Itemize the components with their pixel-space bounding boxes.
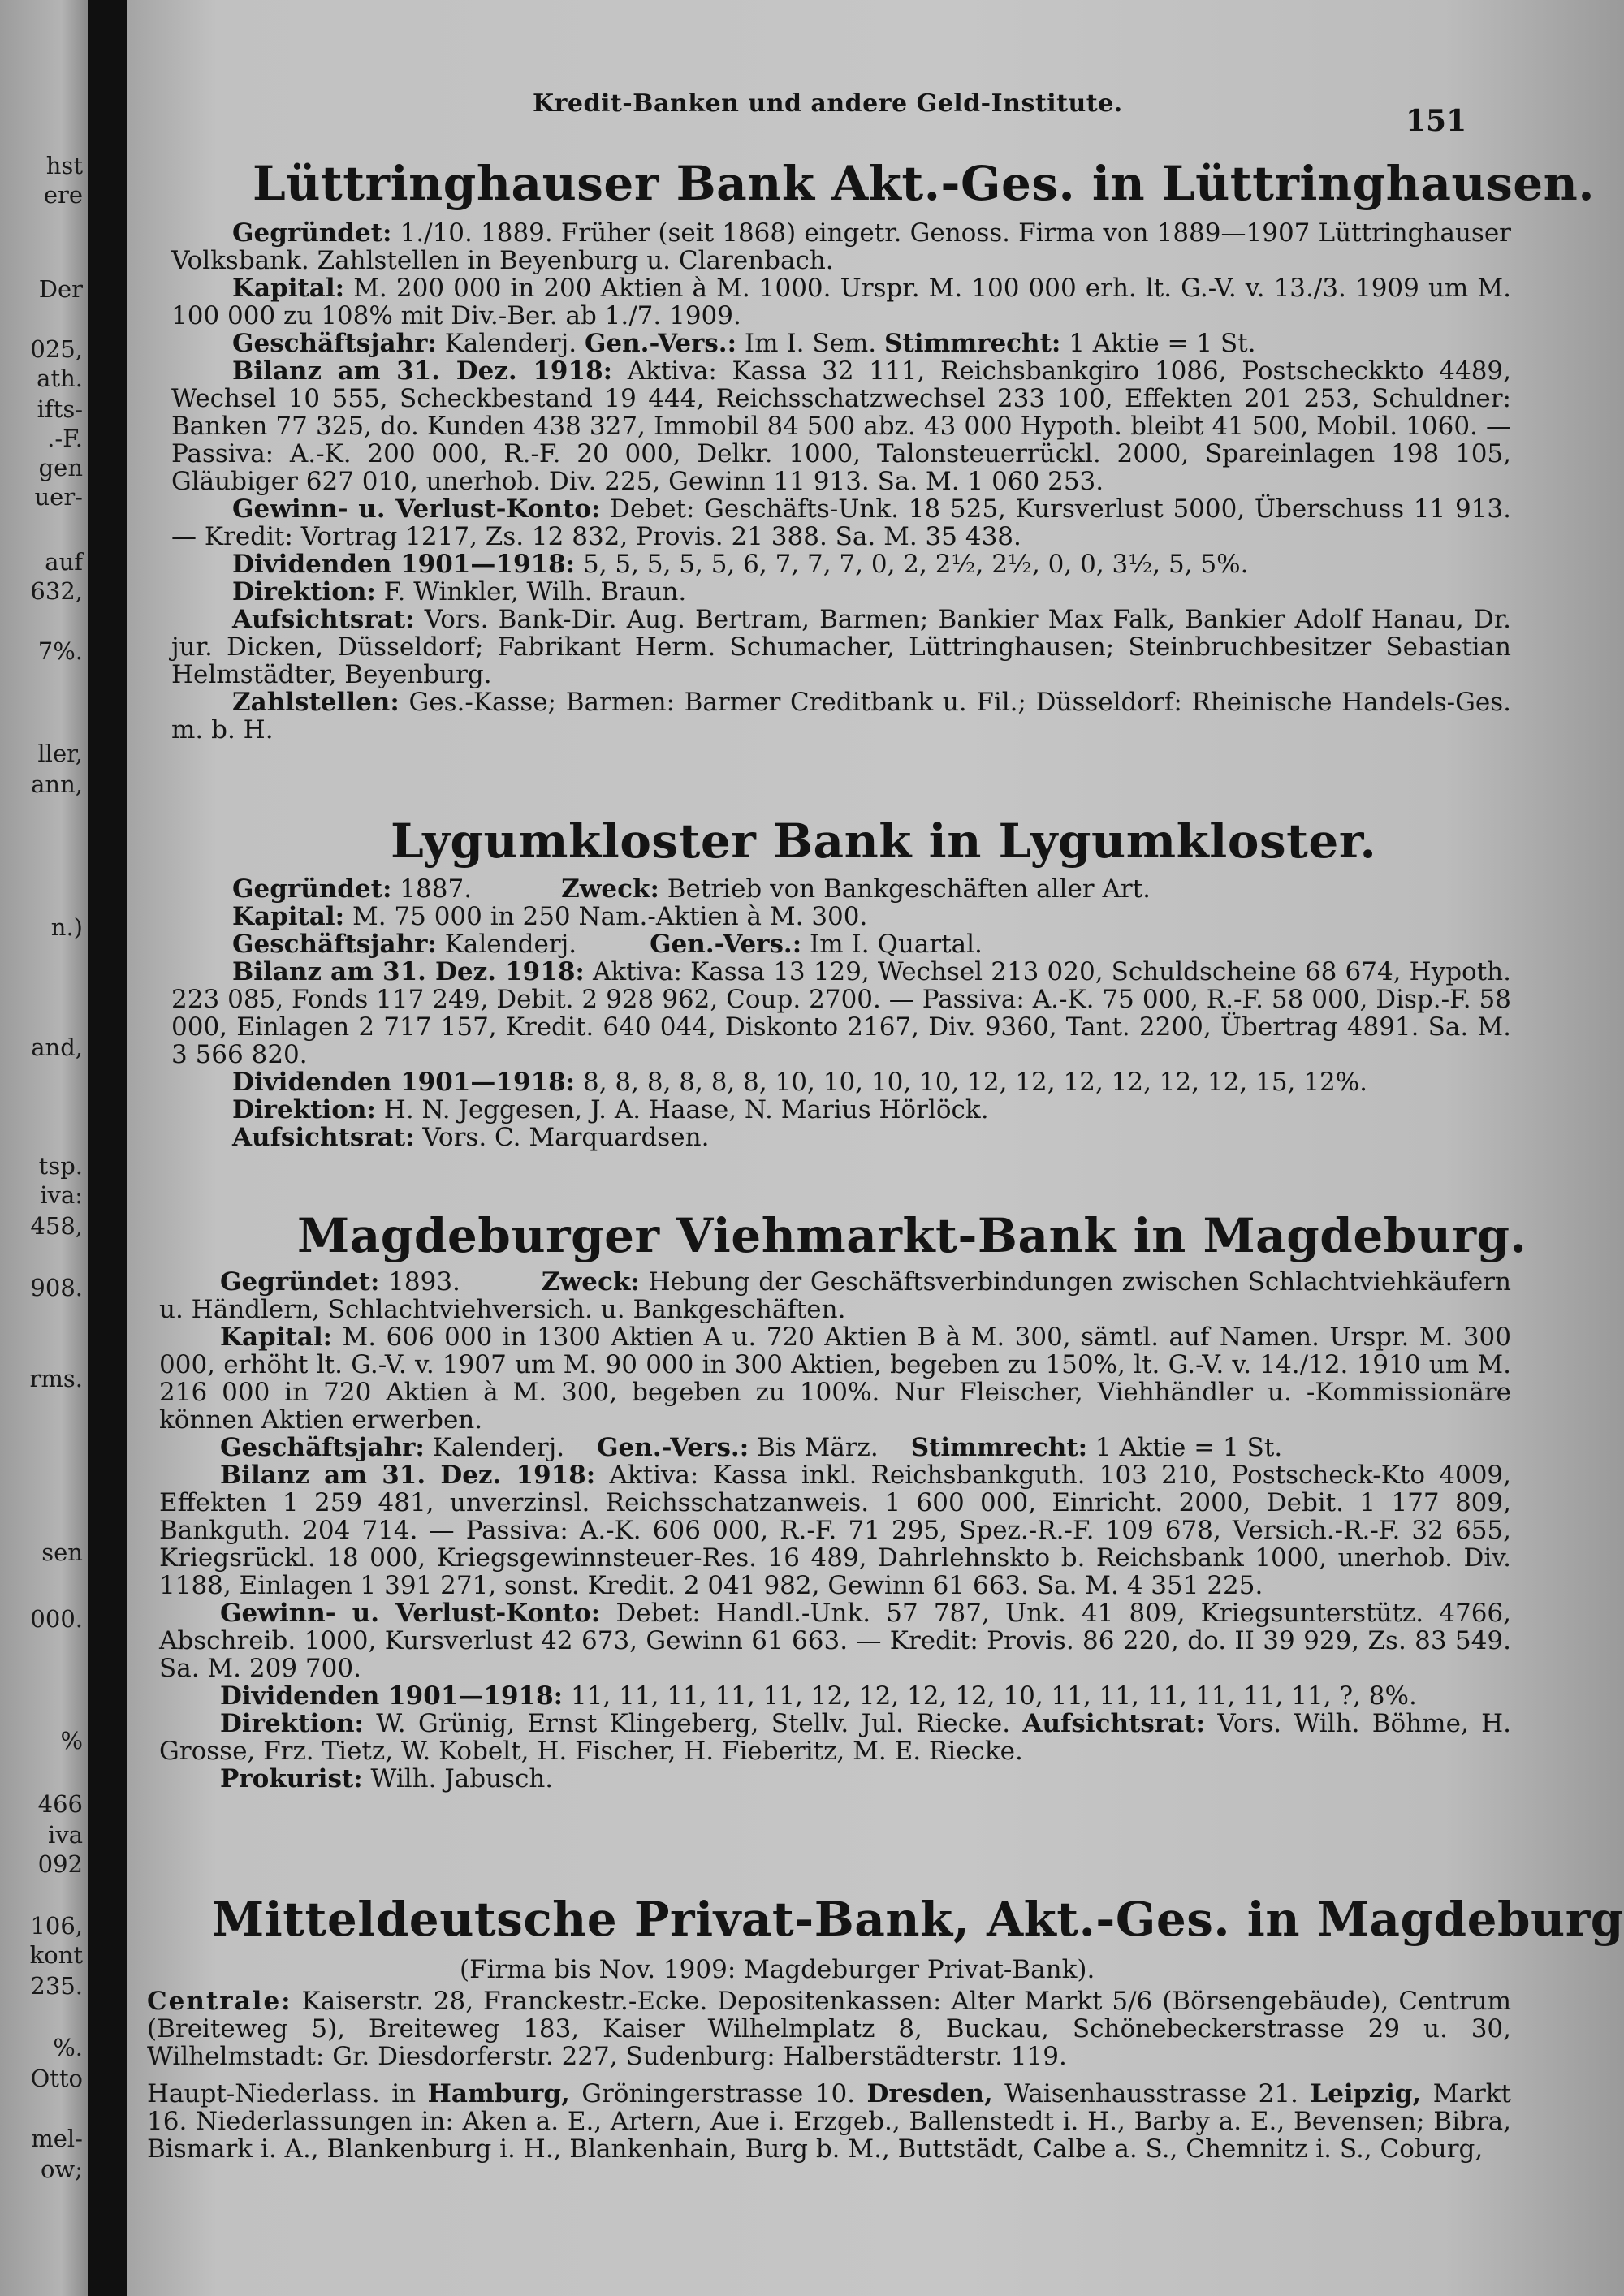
paying-agents-line [171, 688, 1511, 744]
previous-page-fragment: rms. [29, 1365, 83, 1392]
balance-label: Bilanz am 31. Dez. 1918: [232, 356, 613, 386]
profit-loss-text: Debet: Geschäfts-Unk. 18 525, Kursverlust 5000, Überschuss 11 913. — Kredit: Vortrag 1217, Zs. 12 832, Provis. 21 388. Sa. M. 35 438. [171, 494, 1511, 551]
capital-text: M. 200 000 in 200 Aktien à M. 1000. Urspr. M. 100 000 erh. lt. G.-V. v. 13./3. 1909 um M. 100 000 zu 108% mit Div.-Ber. ab 1./7. 1909. [171, 274, 1511, 330]
bank-title: Lüttringhauser Bank Akt.-Ges. in Lüttringhausen. [253, 156, 1596, 211]
meeting-text: Bis März. [749, 1433, 879, 1462]
headquarters-line [147, 1987, 1511, 2070]
voting-text: 1 Aktie = 1 St. [1087, 1433, 1283, 1462]
paying-agents-text: Ges.-Kasse; Barmen: Barmer Creditbank u. Fil.; Düsseldorf: Rheinische Handels-Ges. m. b. H. [171, 688, 1511, 744]
previous-page-fragment: sen [41, 1539, 83, 1566]
dividends-line [159, 1682, 1511, 1710]
previous-page-fragment: 458, [30, 1212, 83, 1240]
fiscal-label: Geschäftsjahr: [232, 329, 437, 358]
board-line [171, 606, 1511, 688]
previous-page-fragment: 632, [30, 577, 83, 605]
previous-page-fragment: Der [38, 275, 83, 303]
fiscal-text: Kalenderj. [424, 1433, 565, 1462]
management-text: F. Winkler, Wilh. Braun. [375, 577, 687, 606]
profit-loss-line [171, 495, 1511, 550]
branch-city: Leipzig, [1310, 2079, 1422, 2108]
founded-label: Gegründet: [232, 218, 392, 248]
bank-title: Mitteldeutsche Privat-Bank, Akt.-Ges. in Magdeburg [212, 1892, 1624, 1947]
board-text: Vors. Wilh. Böhme, H. Grosse, Frz. Tietz, W. Kobelt, H. Fischer, H. Fieberitz, M. E. Riecke. [159, 1709, 1512, 1766]
dividends-label: Dividenden 1901—1918: [232, 550, 576, 579]
previous-page-edge [0, 0, 88, 2296]
fiscal-text: Kalenderj. [436, 329, 585, 358]
previous-page-fragment: ifts- [37, 395, 83, 423]
profit-loss-label: Gewinn- u. Verlust-Konto: [232, 494, 601, 524]
dividends-text: 5, 5, 5, 5, 5, 6, 7, 7, 7, 0, 2, 2½, 2½, 0, 0, 3½, 5, 5%. [575, 550, 1249, 579]
management-text: W. Grünig, Ernst Klingeberg, Stellv. Jul. Riecke. [363, 1709, 1011, 1738]
board-line [171, 1124, 1511, 1151]
branches-text: Haupt-Niederlass. in [147, 2079, 428, 2108]
previous-page-fragment: %. [53, 2034, 83, 2061]
capital-label: Kapital: [220, 1323, 333, 1352]
dividends-text: 11, 11, 11, 11, 11, 12, 12, 12, 12, 10, 11, 11, 11, 11, 11, 11, ?, 8%. [563, 1681, 1417, 1711]
balance-line [171, 357, 1511, 495]
dividends-line [171, 550, 1511, 578]
previous-page-fragment: auf [45, 548, 83, 576]
branch-city: Dresden, [866, 2079, 993, 2108]
voting-label: Stimmrecht: [910, 1433, 1088, 1462]
previous-page-fragment: kont [29, 1941, 83, 1969]
paying-agents-label: Zahlstellen: [232, 688, 400, 717]
dividends-line [171, 1068, 1511, 1096]
purpose-text: Hebung der Geschäftsverbindungen zwischen Schlachtviehkäufern u. Händlern, Schlachtviehversich. u. Bankgeschäften. [159, 1267, 1511, 1324]
fiscal-label: Geschäftsjahr: [220, 1433, 425, 1462]
fiscal-line [171, 330, 1511, 357]
fiscal-line [159, 1434, 1511, 1461]
bank-entry-text [147, 1987, 1511, 2163]
previous-page-fragment: ath. [37, 365, 83, 392]
previous-page-fragment: Otto [30, 2065, 83, 2092]
profit-loss-text: Debet: Handl.-Unk. 57 787, Unk. 41 809, Kriegsunterstütz. 4766, Abschreib. 1000, Kursverlust 42 673, Gewinn 61 663. — Kredit: Provis. 86 220, do. II 39 929, Zs. 83 549. Sa. M. 209 700. [159, 1599, 1512, 1683]
balance-text: Aktiva: Kassa inkl. Reichsbankguth. 103 210, Postscheck-Kto 4009, Effekten 1 259 481, unverzinsl. Reichsschatzanweis. 1 600 000, Einricht. 2000, Debit. 1 177 809, Bankguth. 204 714. — Passiva: A.-K. 606 000, R.-F. 71 295, Spez.-R.-F. 109 678, Versich.-R.-F. 32 655, Kriegsrückl. 18 000, Kriegsgewinnsteuer-Res. 16 489, Dahrlehnskto b. Reichsbank 1000, unerhob. Div. 1188, Einlagen 1 391 271, sonst. Kredit. 2 041 982, Gewinn 61 663. Sa. M. 4 351 225. [159, 1461, 1511, 1600]
previous-page-fragment: 7%. [37, 637, 83, 665]
bank-title: Lygumkloster Bank in Lygumkloster. [391, 814, 1377, 869]
management-line [159, 1710, 1511, 1765]
previous-page-fragment: and, [31, 1034, 83, 1061]
meeting-text: Im I. Quartal. [801, 930, 983, 959]
meeting-label: Gen.-Vers.: [597, 1433, 749, 1462]
previous-page-fragment: ow; [40, 2156, 83, 2183]
founded-text: 1893. [379, 1267, 460, 1297]
previous-page-fragment: 000. [30, 1605, 83, 1633]
book-page [127, 0, 1624, 2296]
founded-label: Gegründet: [232, 874, 392, 904]
previous-page-fragment: % [60, 1727, 83, 1754]
previous-page-fragment: tsp. [38, 1152, 83, 1180]
balance-line [159, 1461, 1511, 1599]
capital-label: Kapital: [232, 902, 345, 931]
headquarters-label: Centrale: [147, 1987, 292, 2016]
dividends-label: Dividenden 1901—1918: [220, 1681, 564, 1711]
board-label: Aufsichtsrat: [232, 605, 415, 634]
balance-label: Bilanz am 31. Dez. 1918: [232, 957, 585, 986]
balance-line [171, 958, 1511, 1068]
branches-text: Waisenhausstrasse 21. [992, 2079, 1311, 2108]
management-text: H. N. Jeggesen, J. A. Haase, N. Marius Hörlöck. [375, 1095, 989, 1124]
book-gutter [88, 0, 127, 2296]
meeting-label: Gen.-Vers.: [650, 930, 802, 959]
founded-text: 1./10. 1889. Früher (seit 1868) eingetr. Genoss. Firma von 1889—1907 Lüttringhauser Volksbank. Zahlstellen in Beyenburg u. Clarenbach. [171, 218, 1511, 275]
board-text: Vors. Bank-Dir. Aug. Bertram, Barmen; Bankier Max Falk, Bankier Adolf Hanau, Dr. jur. Dicken, Düsseldorf; Fabrikant Herm. Schumacher, Lüttringhausen; Steinbruchbesitzer Sebastian Helmstädter, Beyenburg. [171, 605, 1511, 689]
bank-entry-text [171, 219, 1511, 744]
previous-page-fragment: n.) [50, 913, 83, 941]
bank-title: Magdeburger Viehmarkt-Bank in Magdeburg. [297, 1208, 1527, 1263]
dividends-label: Dividenden 1901—1918: [232, 1068, 576, 1097]
capital-line [171, 903, 1511, 930]
previous-page-fragment: ller, [37, 740, 83, 767]
management-line [171, 578, 1511, 606]
running-head: Kredit-Banken und andere Geld-Institute. [533, 89, 1123, 118]
previous-page-fragment: 092 [37, 1850, 83, 1878]
board-label: Aufsichtsrat: [1022, 1709, 1205, 1738]
management-line [171, 1096, 1511, 1124]
previous-page-fragment: iva: [40, 1181, 83, 1209]
voting-label: Stimmrecht: [884, 329, 1061, 358]
fiscal-text: Kalenderj. [436, 930, 577, 959]
purpose-label: Zweck: [541, 1267, 640, 1297]
voting-text: 1 Aktie = 1 St. [1060, 329, 1256, 358]
previous-page-fragment: 908. [30, 1274, 83, 1301]
previous-page-fragment: gen [38, 454, 83, 481]
previous-page-fragment: iva [48, 1821, 83, 1849]
purpose-label: Zweck: [561, 874, 659, 904]
branches-text: Gröningerstrasse 10. [569, 2079, 867, 2108]
previous-page-fragment: ere [43, 181, 83, 209]
bank-entry-text [159, 1268, 1511, 1793]
bank-subtitle: (Firma bis Nov. 1909: Magdeburger Privat-Bank). [460, 1955, 1095, 1984]
fiscal-line [171, 930, 1511, 958]
capital-text: M. 606 000 in 1300 Aktien A u. 720 Aktien B à M. 300, sämtl. auf Namen. Urspr. M. 300 000, erhöht lt. G.-V. v. 1907 um M. 90 000 in 300 Aktien, begeben zu 150%, lt. G.-V. v. 14./12. 1910 um M. 216 000 in 720 Aktien à M. 300, begeben zu 100%. Nur Fleischer, Viehhändler u. -Kommissionäre können Aktien erwerben. [159, 1323, 1511, 1435]
balance-text: Aktiva: Kassa 32 111, Reichsbankgiro 1086, Postscheckkto 4489, Wechsel 10 555, Scheckbestand 19 444, Reichsschatzwechsel 233 100, Effekten 201 253, Schuldner: Banken 77 325, do. Kunden 438 327, Immobil 84 500 abz. 43 000 Hypoth. bleibt 41 500, Mobil. 1060. — Passiva: A.-K. 200 000, R.-F. 20 000, Delkr. 1000, Talonsteuerrückl. 2000, Spareinlagen 198 105, Gläubiger 627 010, unerhob. Div. 225, Gewinn 11 913. Sa. M. 1 060 253. [171, 356, 1512, 496]
board-text: Vors. C. Marquardsen. [414, 1123, 710, 1152]
previous-page-fragment: ann, [31, 770, 83, 798]
dividends-text: 8, 8, 8, 8, 8, 8, 10, 10, 10, 10, 12, 12, 12, 12, 12, 12, 15, 12%. [575, 1068, 1368, 1097]
previous-page-fragment: 025, [30, 335, 83, 363]
capital-line [171, 274, 1511, 330]
founded-label: Gegründet: [220, 1267, 380, 1297]
profit-loss-line [159, 1599, 1511, 1682]
founded-line [171, 219, 1511, 274]
previous-page-fragment: hst [45, 152, 83, 179]
capital-text: M. 75 000 in 250 Nam.-Aktien à M. 300. [344, 902, 868, 931]
previous-page-fragment: 106, [30, 1912, 83, 1940]
authorized-officer-line [159, 1765, 1511, 1793]
page-number: 151 [1406, 104, 1467, 138]
previous-page-fragment: 466 [37, 1790, 83, 1818]
authorized-officer-text: Wilh. Jabusch. [362, 1764, 554, 1793]
board-label: Aufsichtsrat: [232, 1123, 415, 1152]
branch-city: Hamburg, [427, 2079, 570, 2108]
previous-page-fragment: .-F. [47, 425, 83, 452]
balance-label: Bilanz am 31. Dez. 1918: [220, 1461, 596, 1490]
meeting-label: Gen.-Vers.: [584, 329, 737, 358]
balance-text: Aktiva: Kassa 13 129, Wechsel 213 020, Schuldscheine 68 674, Hypoth. 223 085, Fonds 117 249, Debit. 2 928 962, Coup. 2700. — Passiva: A.-K. 75 000, R.-F. 58 000, Disp.-F. 58 000, Einlagen 2 717 157, Kredit. 640 044, Diskonto 2167, Div. 9360, Tant. 2200, Übertrag 4891. Sa. M. 3 566 820. [171, 957, 1511, 1069]
management-label: Direktion: [220, 1709, 364, 1738]
authorized-officer-label: Prokurist: [220, 1764, 363, 1793]
management-label: Direktion: [232, 577, 376, 606]
previous-page-fragment: uer- [34, 483, 83, 511]
founded-text: 1887. [391, 874, 473, 904]
fiscal-label: Geschäftsjahr: [232, 930, 437, 959]
purpose-text: Betrieb von Bankgeschäften aller Art. [659, 874, 1151, 904]
bank-entry-text [171, 875, 1511, 1151]
capital-line [159, 1323, 1511, 1434]
management-label: Direktion: [232, 1095, 376, 1124]
headquarters-text: Kaiserstr. 28, Franckestr.-Ecke. Depositenkassen: Alter Markt 5/6 (Börsengebäude), Centrum (Breiteweg 5), Breiteweg 183, Kaiser Wilhelmplatz 8, Buckau, Schönebeckerstrasse 29 u. 30, Wilhelmstadt: Gr. Diesdorferstr. 227, Sudenburg: Halberstädterstr. 119. [147, 1987, 1511, 2071]
founded-line [171, 875, 1511, 903]
profit-loss-label: Gewinn- u. Verlust-Konto: [220, 1599, 601, 1628]
meeting-text: Im I. Sem. [736, 329, 885, 358]
capital-label: Kapital: [232, 274, 345, 303]
branches-text: Markt 16. Niederlassungen in: Aken a. E., Artern, Aue i. Erzgeb., Ballenstedt i. H., Barby a. E., Bevensen; Bibra, Bismark i. A., Blankenburg i. H., Blankenhain, Burg b. M., Buttstädt, Calbe a. S., Chemnitz i. S., Coburg, [147, 2079, 1511, 2164]
branches-line [147, 2080, 1511, 2163]
founded-line [159, 1268, 1511, 1323]
previous-page-fragment: mel- [31, 2125, 83, 2152]
previous-page-fragment: 235. [30, 1972, 83, 2000]
